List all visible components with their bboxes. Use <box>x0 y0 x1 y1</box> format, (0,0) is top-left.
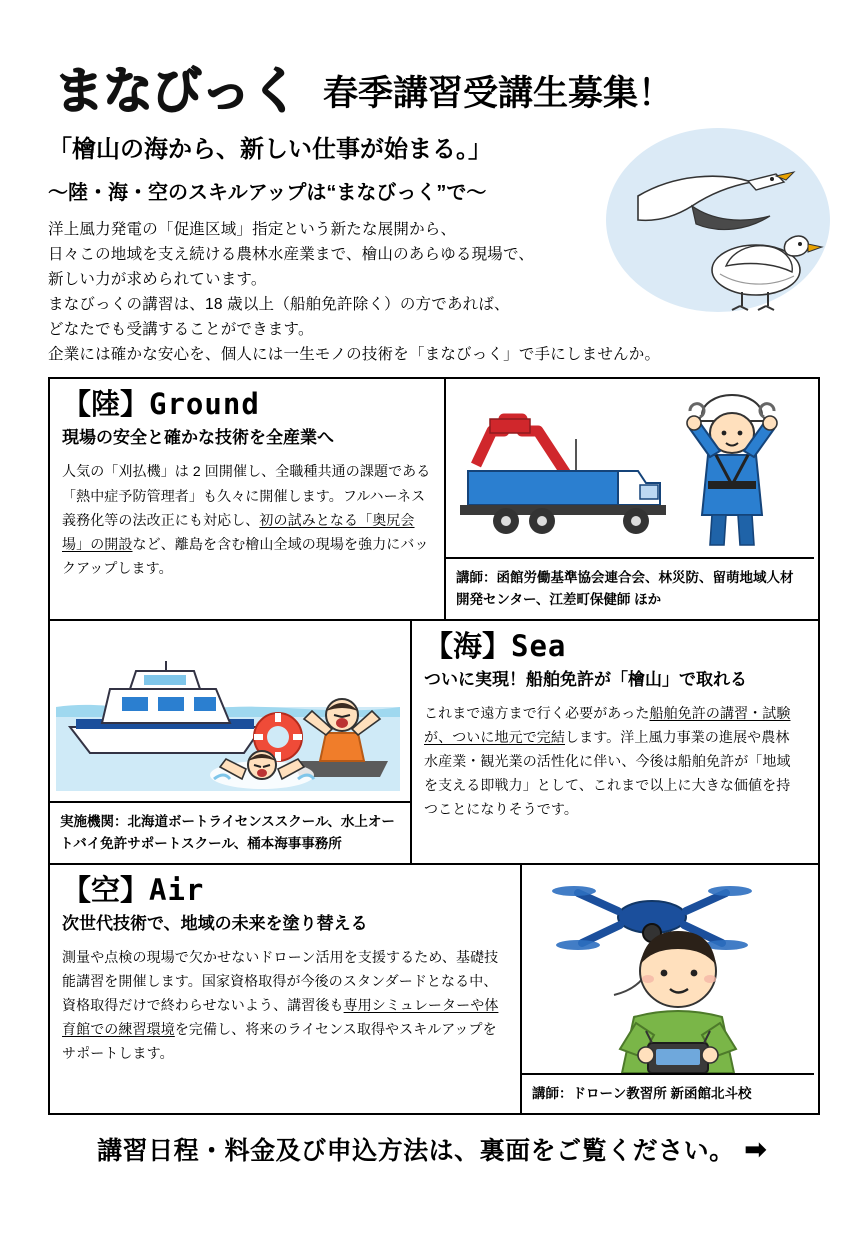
drone-operator-illustration <box>522 865 814 1073</box>
air-title <box>62 872 508 907</box>
sea-art-cell <box>50 621 410 863</box>
lead-line: 新しい力が求められています。 <box>48 271 267 289</box>
footer-callout <box>48 1131 816 1167</box>
lead-line: 洋上風力発電の「促進区域」指定という新たな展開から、 <box>48 220 457 238</box>
sea-note-box <box>50 801 410 863</box>
ground-subtitle: 現場の安全と確かな技術を全産業へ <box>62 428 334 448</box>
lead-line: まなびっくの講習は、18 歳以上（船舶免許除く）の方であれば、 <box>48 296 510 314</box>
sea-subtitle: ついに実現！船舶免許が「檜山」で取れる <box>424 670 747 690</box>
air-text <box>50 865 520 1113</box>
arrow-right-icon: ➡ <box>744 1133 767 1164</box>
ground-text <box>50 379 444 619</box>
brand-logo <box>48 64 305 118</box>
ground-body-highlight: 初の試みとなる「奥尻会場」の開設 <box>62 511 415 552</box>
sea-title-en: Sea <box>511 629 567 664</box>
ground-body <box>62 459 432 579</box>
ground-art-cell <box>444 379 814 619</box>
air-note-box <box>522 1073 814 1113</box>
sea-text <box>410 621 814 863</box>
flyer-header <box>48 42 816 118</box>
lead-paragraph <box>48 217 816 368</box>
sea-title <box>424 631 802 663</box>
air-subtitle: 次世代技術で、地域の未来を塗り替える <box>62 913 368 933</box>
sea-note: 実施機関：北海道ボートライセンススクール、水上オートバイ免許サポートスクール、桶本海事事務所 <box>60 814 395 852</box>
ground-title-en: Ground <box>149 387 260 422</box>
ground-note-box <box>446 557 814 619</box>
brand-name: まなびっく <box>54 62 299 120</box>
headline: 春季講習受講生募集！ <box>323 74 674 114</box>
panel-sea <box>50 621 818 865</box>
air-body-after: を完備し、将来のライセンス取得やスキルアップをサポートします。 <box>62 1021 497 1062</box>
sea-body-before: これまで遠方まで行く必要があった <box>424 705 650 722</box>
crane-truck-worker-illustration <box>446 379 814 557</box>
ground-title-jp: 【陸】 <box>62 387 150 422</box>
sea-body <box>424 701 802 821</box>
sea-body-highlight: 船舶免許の講習・試験が、ついに地元で完結 <box>424 705 791 746</box>
air-title-en: Air <box>149 872 205 907</box>
air-body-before: 測量や点検の現場で欠かせないドローン活用を支援するため、基礎技能講習を開催します。国家資格取得が今後のスタンダードとなる中、資格取得だけで終わらせないよう、講習後も <box>62 948 499 1014</box>
air-body <box>62 945 508 1065</box>
ground-title <box>62 389 432 421</box>
sea-title-jp: 【海】 <box>424 629 512 664</box>
air-note: 講師：ドローン教習所 新函館北斗校 <box>532 1085 752 1101</box>
footer-text: 講習日程・料金及び申込方法は、裏面をご覧ください。 <box>97 1136 735 1165</box>
ground-body-before: 人気の「刈払機」は 2 回開催し、全職種共通の課題である「熱中症予防管理者」も久々に開催します。フルハーネス義務化等の法改正にも対応し、 <box>62 463 431 528</box>
air-art-cell <box>520 865 814 1113</box>
air-title-jp: 【空】 <box>62 872 150 907</box>
ground-body-after: など、離島を含む檜山全域の現場を強力にバックアップします。 <box>62 535 429 576</box>
lead-line: 企業には確かな安心を、個人には一生モノの技術を「まなびっく」で手にしませんか。 <box>48 346 661 364</box>
boat-rescue-illustration <box>50 621 410 801</box>
sea-body-after: します。洋上風力事業の進展や農林水産業・観光業の活性化に伴い、今後は船舶免許が「地域を支える即戦力」として、これまで以上に大きな価値を持つことになりそうです。 <box>424 729 791 818</box>
panel-air <box>50 865 818 1113</box>
lead-line: 日々この地域を支え続ける農林水産業まで、檜山のあらゆる現場で、 <box>48 245 535 263</box>
course-panels <box>48 377 820 1114</box>
panel-ground <box>50 379 818 621</box>
tagline-quote: 「檜山の海から、新しい仕事が始まる。」 <box>48 136 492 163</box>
subheadline: 〜陸・海・空のスキルアップは“まなびっく”で〜 <box>48 181 487 204</box>
lead-line: どなたでも受講することができます。 <box>48 321 314 339</box>
air-body-highlight: 専用シミュレーターや体育館での練習環境 <box>62 997 499 1038</box>
ground-note: 講師：函館労働基準協会連合会、林災防、留萌地域人材開発センター、江差町保健師 ほか <box>456 570 794 608</box>
